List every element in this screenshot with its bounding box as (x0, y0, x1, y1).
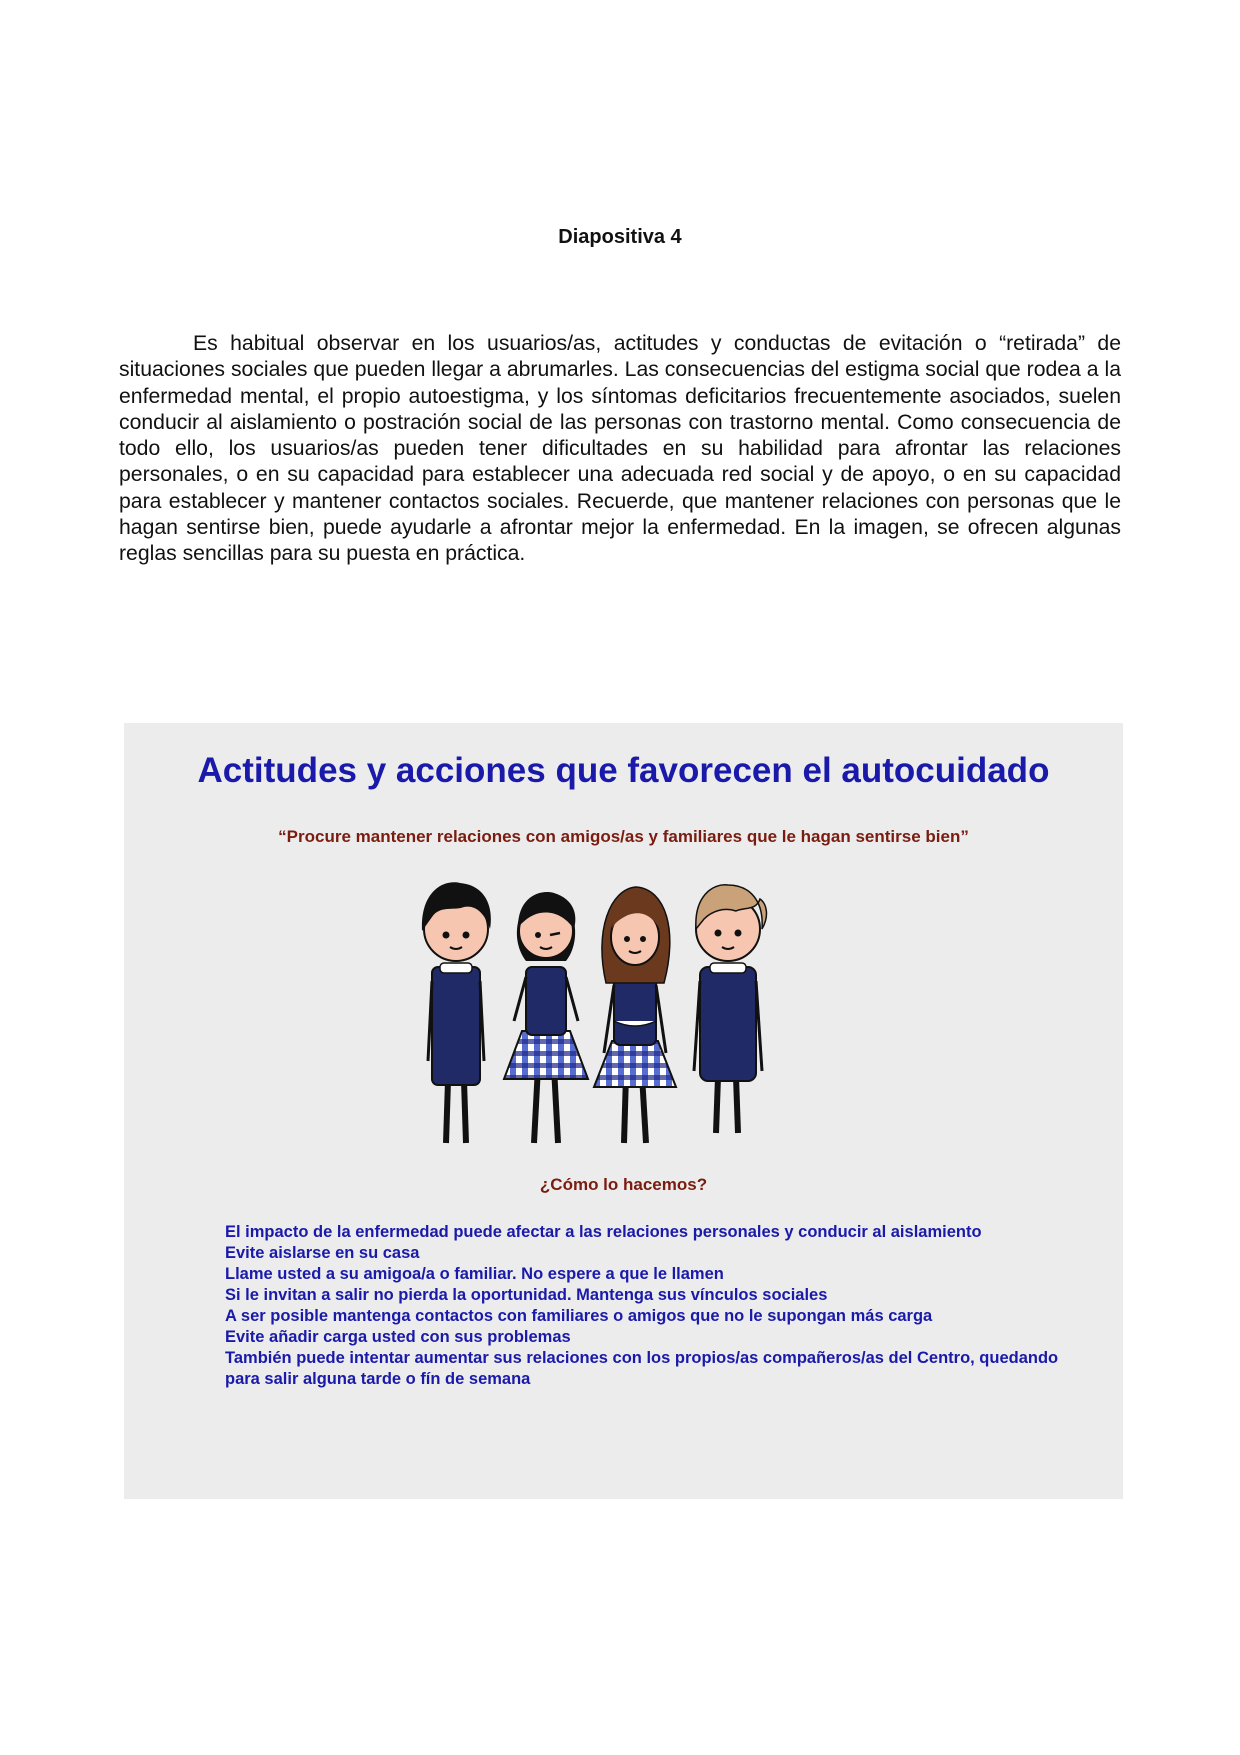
list-item: Evite aislarse en su casa (225, 1244, 420, 1262)
list-item: Llame usted a su amigoa/a o familiar. No espere a que le llamen (225, 1265, 724, 1283)
list-item: También puede intentar aumentar sus relaciones con los propios/as compañeros/as del Centro, quedando para salir alguna tarde o fín de semana (225, 1349, 1059, 1388)
list-item: A ser posible mantenga contactos con familiares o amigos que no le supongan más carga (225, 1307, 933, 1325)
slide-panel (124, 723, 1123, 1499)
slide-question: ¿Cómo lo hacemos? (539, 1175, 708, 1194)
slide-title: Actitudes y acciones que favorecen el autocuidado (197, 751, 1050, 790)
slide-quote: “Procure mantener relaciones con amigos/as y familiares que le hagan sentirse bien” (278, 827, 969, 846)
list-item: El impacto de la enfermedad puede afectar a las relaciones personales y conducir al aislamiento (225, 1223, 982, 1241)
girl-figure-center-left (504, 892, 588, 1143)
boy-figure-right (694, 885, 766, 1133)
list-item: Si le invitan a salir no pierda la oportunidad. Mantenga sus vínculos sociales (225, 1286, 828, 1304)
girl-figure-center-right (594, 887, 676, 1143)
page-title: Diapositiva 4 (558, 226, 682, 248)
list-item: Evite añadir carga usted con sus problemas (225, 1328, 571, 1346)
four-friends-illustration (414, 871, 834, 1151)
boy-figure-left (422, 882, 491, 1143)
tips-list (225, 1222, 1085, 1390)
intro-paragraph: Es habitual observar en los usuarios/as, actitudes y conductas de evitación o “retirada” de situaciones sociales que pueden llegar a abrumarles. Las consecuencias del estigma social que rodea a la enfermedad mental, el propio autoestigma, y los síntomas deficitarios frecuentemente asociados, suelen conducir al aislamiento o postración social de las personas con trastorno mental. Como consecuencia de todo ello, los usuarios/as pueden tener dificultades en su habilidad para afrontar las relaciones personales, o en su capacidad para establecer una adecuada red social y de apoyo, o en su capacidad para establecer y mantener contactos sociales. Recuerde, que mantener relaciones con personas que le hagan sentirse bien, puede ayudarle a afrontar mejor la enfermedad. En la imagen, se ofrecen algunas reglas sencillas para su puesta en práctica. (119, 332, 1121, 566)
